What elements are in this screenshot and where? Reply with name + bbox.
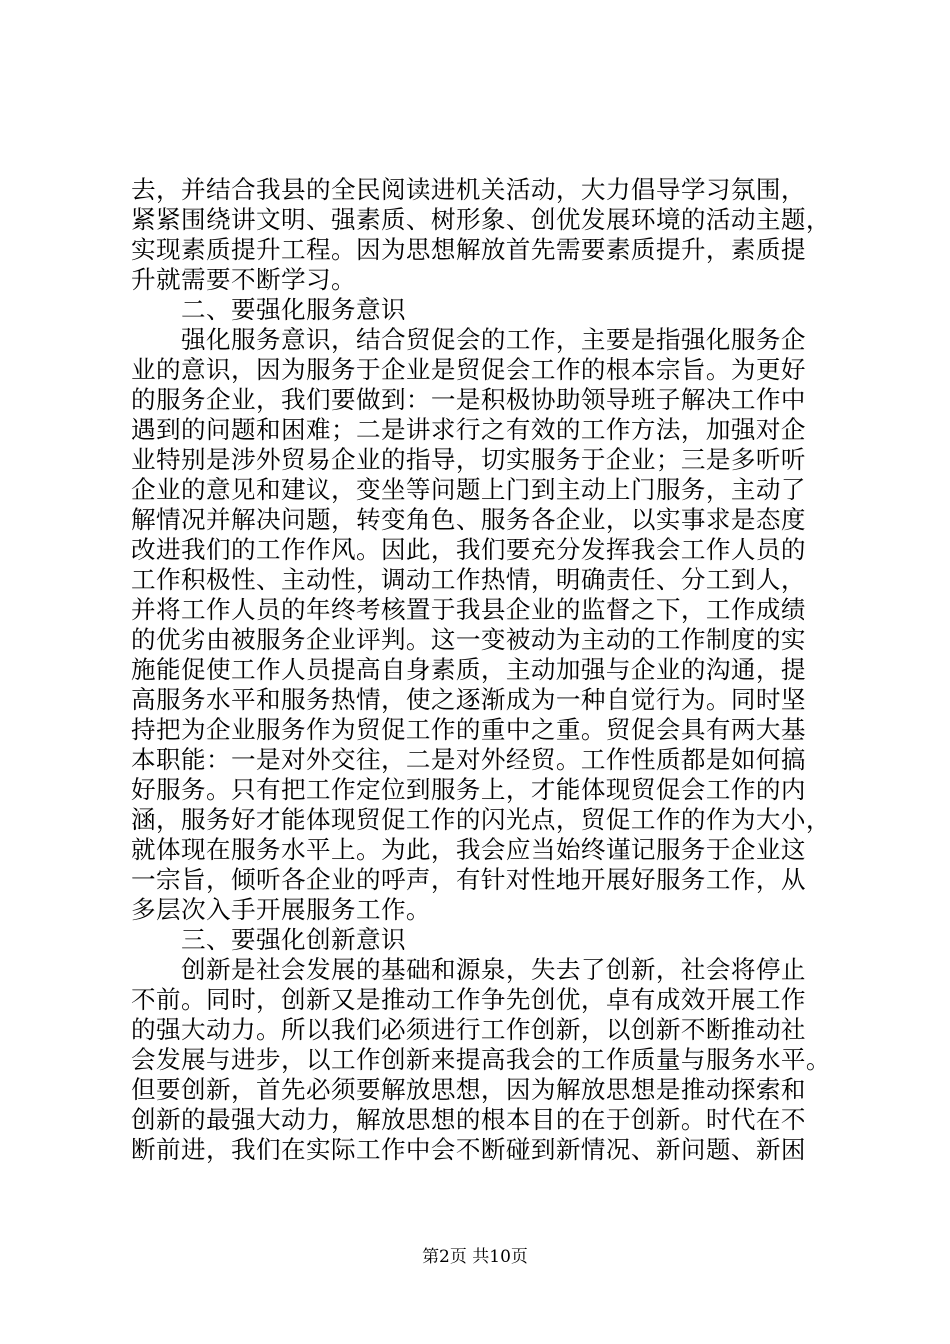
text-line: 紧紧围绕讲文明、强素质、树形象、创优发展环境的活动主题， (131, 205, 831, 234)
text-line: 工作积极性、主动性，调动工作热情，明确责任、分工到人， (131, 565, 806, 594)
text-line: 不前。同时，创新又是推动工作争先创优，卓有成效开展工作 (131, 985, 806, 1014)
text-line: 并将工作人员的年终考核置于我县企业的监督之下，工作成绩 (131, 595, 806, 624)
text-line: 持把为企业服务作为贸促工作的重中之重。贸促会具有两大基 (131, 715, 806, 744)
text-line: 的强大动力。所以我们必须进行工作创新，以创新不断推动社 (131, 1015, 806, 1044)
section-heading: 三、要强化创新意识 (181, 925, 406, 954)
text-line: 涵，服务好才能体现贸促工作的闪光点，贸促工作的作为大小， (131, 805, 831, 834)
text-line: 去，并结合我县的全民阅读进机关活动，大力倡导学习氛围， (131, 175, 806, 204)
text-line: 业的意识，因为服务于企业是贸促会工作的根本宗旨。为更好 (131, 355, 806, 384)
text-line: 业特别是涉外贸易企业的指导，切实服务于企业；三是多听听 (131, 445, 806, 474)
text-line: 多层次入手开展服务工作。 (131, 895, 431, 924)
document-body (131, 175, 831, 1165)
text-line: 断前进，我们在实际工作中会不断碰到新情况、新问题、新困 (131, 1135, 806, 1164)
text-line: 一宗旨，倾听各企业的呼声，有针对性地开展好服务工作，从 (131, 865, 806, 894)
section-heading: 二、要强化服务意识 (181, 295, 406, 324)
page-footer: 第2页 共10页 (422, 1247, 528, 1267)
text-line: 本职能：一是对外交往，二是对外经贸。工作性质都是如何搞 (131, 745, 806, 774)
text-line: 实现素质提升工程。因为思想解放首先需要素质提升，素质提 (131, 235, 806, 264)
text-line: 改进我们的工作作风。因此，我们要充分发挥我会工作人员的 (131, 535, 806, 564)
text-line: 高服务水平和服务热情，使之逐渐成为一种自觉行为。同时坚 (131, 685, 806, 714)
text-line: 的优劣由被服务企业评判。这一变被动为主动的工作制度的实 (131, 625, 806, 654)
text-line: 企业的意见和建议，变坐等问题上门到主动上门服务，主动了 (131, 475, 806, 504)
text-line: 升就需要不断学习。 (131, 265, 356, 294)
paragraph-first-line: 强化服务意识，结合贸促会的工作，主要是指强化服务企 (181, 325, 806, 354)
text-line: 遇到的问题和困难；二是讲求行之有效的工作方法，加强对企 (131, 415, 806, 444)
text-line: 施能促使工作人员提高自身素质，主动加强与企业的沟通，提 (131, 655, 806, 684)
text-line: 的服务企业，我们要做到：一是积极协助领导班子解决工作中 (131, 385, 806, 414)
text-line: 但要创新，首先必须要解放思想，因为解放思想是推动探索和 (131, 1075, 806, 1104)
text-line: 创新的最强大动力，解放思想的根本目的在于创新。时代在不 (131, 1105, 806, 1134)
text-line: 好服务。只有把工作定位到服务上，才能体现贸促会工作的内 (131, 775, 806, 804)
text-line: 就体现在服务水平上。为此，我会应当始终谨记服务于企业这 (131, 835, 806, 864)
paragraph-first-line: 创新是社会发展的基础和源泉，失去了创新，社会将停止 (181, 955, 806, 984)
text-line: 会发展与进步，以工作创新来提高我会的工作质量与服务水平。 (131, 1045, 831, 1074)
text-line: 解情况并解决问题，转变角色、服务各企业，以实事求是态度 (131, 505, 806, 534)
